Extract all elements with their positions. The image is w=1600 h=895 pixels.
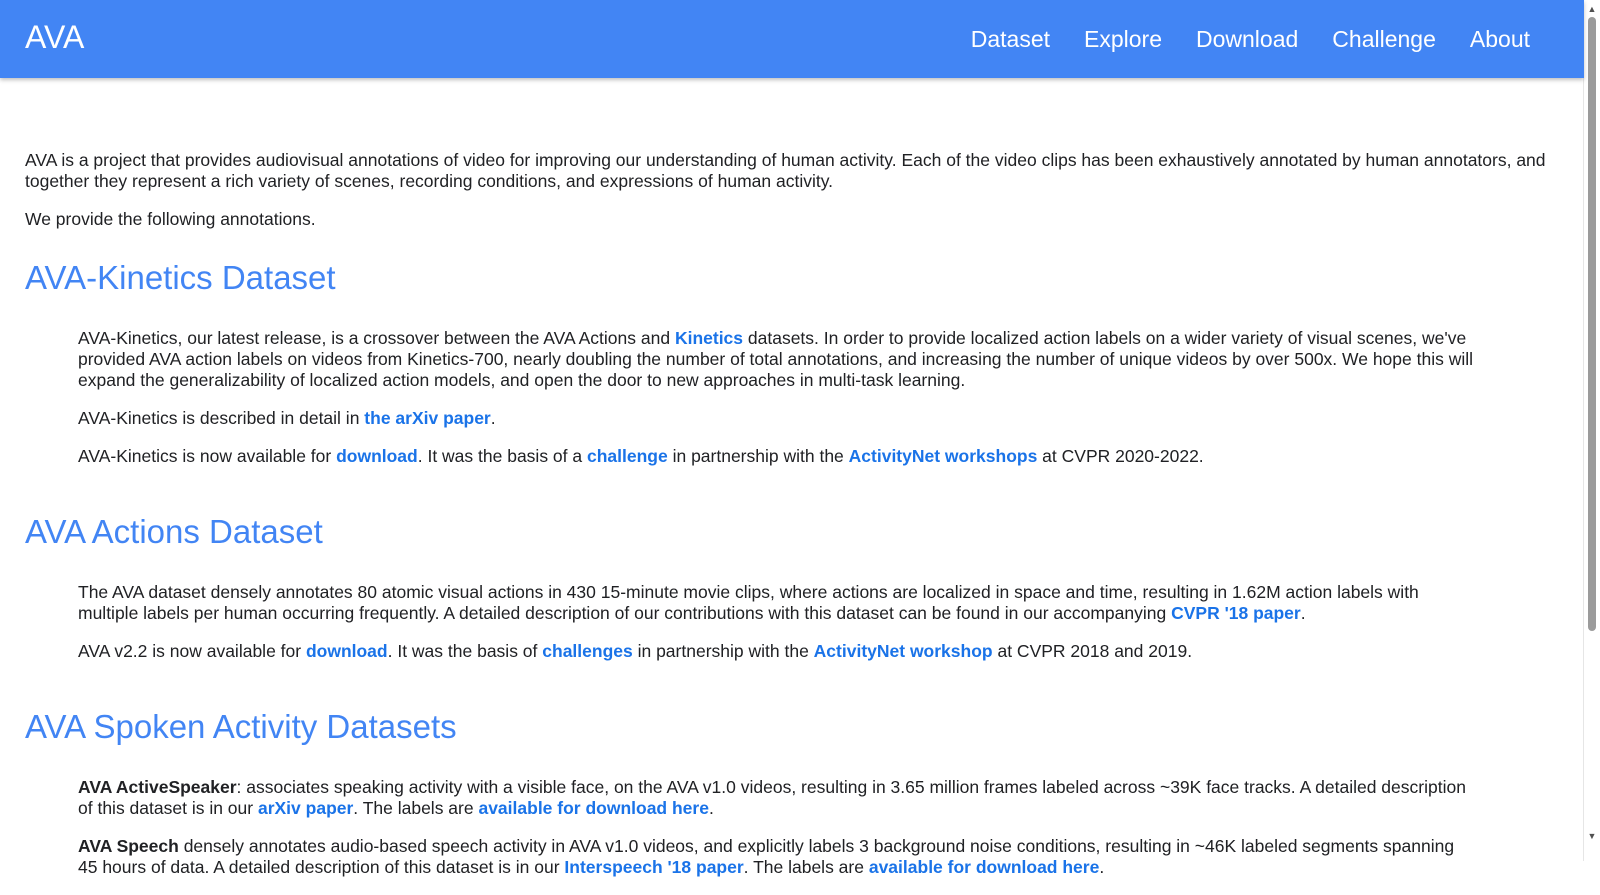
text-span: in partnership with the — [632, 641, 814, 661]
text-span: . — [1300, 603, 1306, 623]
arxiv-paper-link[interactable]: the arXiv paper — [364, 408, 491, 428]
text-span: The AVA dataset densely annotates 80 atomic visual actions in 430 15-minute movie clips, where actions are localized in space and time, resulting in 1.62M action labels with multiple labels per human occurring frequently. A detailed description of our contributions with this dataset can be found in our accompanying — [78, 582, 1419, 623]
nav-download-link[interactable]: Download — [1196, 26, 1299, 52]
section-spacer — [25, 484, 1560, 502]
scroll-down-arrow-icon[interactable]: ▼ — [1587, 831, 1597, 841]
ava-actions-section — [78, 582, 1478, 662]
vertical-scrollbar[interactable] — [1583, 0, 1600, 861]
brand-logo-link[interactable]: AVA — [25, 19, 85, 55]
nav-explore-link[interactable]: Explore — [1084, 26, 1162, 52]
kinetics-challenge-link[interactable]: challenge — [586, 446, 668, 466]
ava-kinetics-availability-line — [78, 446, 1478, 467]
ava-kinetics-paper-line — [78, 408, 1478, 429]
scrollbar-thumb[interactable] — [1588, 17, 1596, 631]
ava-actions-description — [78, 582, 1478, 624]
activitynet-workshops-link[interactable]: ActivityNet workshops — [848, 446, 1038, 466]
text-span: . — [708, 798, 714, 818]
section-spacer — [25, 679, 1560, 697]
text-span: AVA-Kinetics, our latest release, is a crossover between the AVA Actions and — [78, 328, 675, 348]
nav-challenge-link[interactable]: Challenge — [1332, 26, 1436, 52]
text-span: . It was the basis of — [387, 641, 543, 661]
ava-activespeaker-description — [78, 777, 1478, 819]
nav-dataset-link[interactable]: Dataset — [970, 26, 1051, 52]
kinetics-link[interactable]: Kinetics — [674, 328, 744, 348]
speech-label: AVA Speech — [78, 836, 179, 856]
text-span: at CVPR 2020-2022. — [1037, 446, 1204, 466]
nav-about-link[interactable]: About — [1469, 26, 1530, 52]
text-span: AVA-Kinetics is now available for — [78, 446, 337, 466]
activespeaker-arxiv-link[interactable]: arXiv paper — [257, 798, 354, 818]
text-span: datasets. In order to provide localized action labels on a wider variety of visual scenes, we've provided AVA action labels on videos from Kinetics-700, nearly doubling the number of total annotations, and increasing the number of unique videos by over 500x. We hope this will expand the generalizability of localized action models, and open the door to new approaches in multi-task learning. — [78, 328, 1474, 390]
actions-challenges-link[interactable]: challenges — [542, 641, 633, 661]
ava-spoken-section — [78, 777, 1478, 878]
text-span: AVA v2.2 is now available for — [78, 641, 306, 661]
ava-spoken-heading: AVA Spoken Activity Datasets — [25, 708, 457, 745]
intro-annotations-note: We provide the following annotations. — [25, 209, 316, 229]
text-span: densely annotates audio-based speech activity in AVA v1.0 videos, and explicitly labels 3 background noise conditions, resulting in ~46K labeled segments spanning 45 hours of data. A detailed description of this dataset is in our — [78, 836, 1455, 877]
text-span: . The labels are — [743, 857, 869, 877]
scroll-up-arrow-icon[interactable]: ▲ — [1587, 4, 1597, 14]
ava-kinetics-heading: AVA-Kinetics Dataset — [25, 259, 336, 296]
activitynet-workshop-link[interactable]: ActivityNet workshop — [813, 641, 993, 661]
kinetics-download-link[interactable]: download — [336, 446, 418, 466]
intro-paragraph: AVA is a project that provides audiovisual annotations of video for improving our understanding of human activity. Each of the video clips has been exhaustively annotated by human annotators, and together they represent a rich variety of scenes, recording conditions, and expressions of human activity. — [25, 150, 1546, 191]
activespeaker-download-link[interactable]: available for download here — [478, 798, 709, 818]
text-span: AVA-Kinetics is described in detail in — [78, 408, 365, 428]
ava-kinetics-section — [78, 328, 1478, 467]
main-nav — [971, 24, 1530, 54]
text-span: in partnership with the — [667, 446, 849, 466]
text-span: at CVPR 2018 and 2019. — [992, 641, 1193, 661]
activespeaker-label: AVA ActiveSpeaker — [78, 777, 237, 797]
ava-actions-heading: AVA Actions Dataset — [25, 513, 323, 550]
text-span: . — [490, 408, 496, 428]
ava-kinetics-description — [78, 328, 1478, 391]
text-span: . — [1099, 857, 1105, 877]
ava-actions-availability-line — [78, 641, 1478, 662]
top-navigation-bar — [0, 0, 1584, 78]
cvpr-18-paper-link[interactable]: CVPR '18 paper — [1171, 603, 1301, 623]
text-span: : associates speaking activity with a visible face, on the AVA v1.0 videos, resulting in 3.65 million frames labeled across ~39K face tracks. A detailed description of this dataset is in our — [78, 777, 1466, 818]
text-span: . It was the basis of a — [417, 446, 587, 466]
interspeech-18-paper-link[interactable]: Interspeech '18 paper — [564, 857, 744, 877]
ava-speech-description — [78, 836, 1478, 878]
main-content — [25, 150, 1560, 895]
speech-download-link[interactable]: available for download here — [868, 857, 1100, 877]
text-span: . The labels are — [353, 798, 479, 818]
actions-download-link[interactable]: download — [305, 641, 388, 661]
